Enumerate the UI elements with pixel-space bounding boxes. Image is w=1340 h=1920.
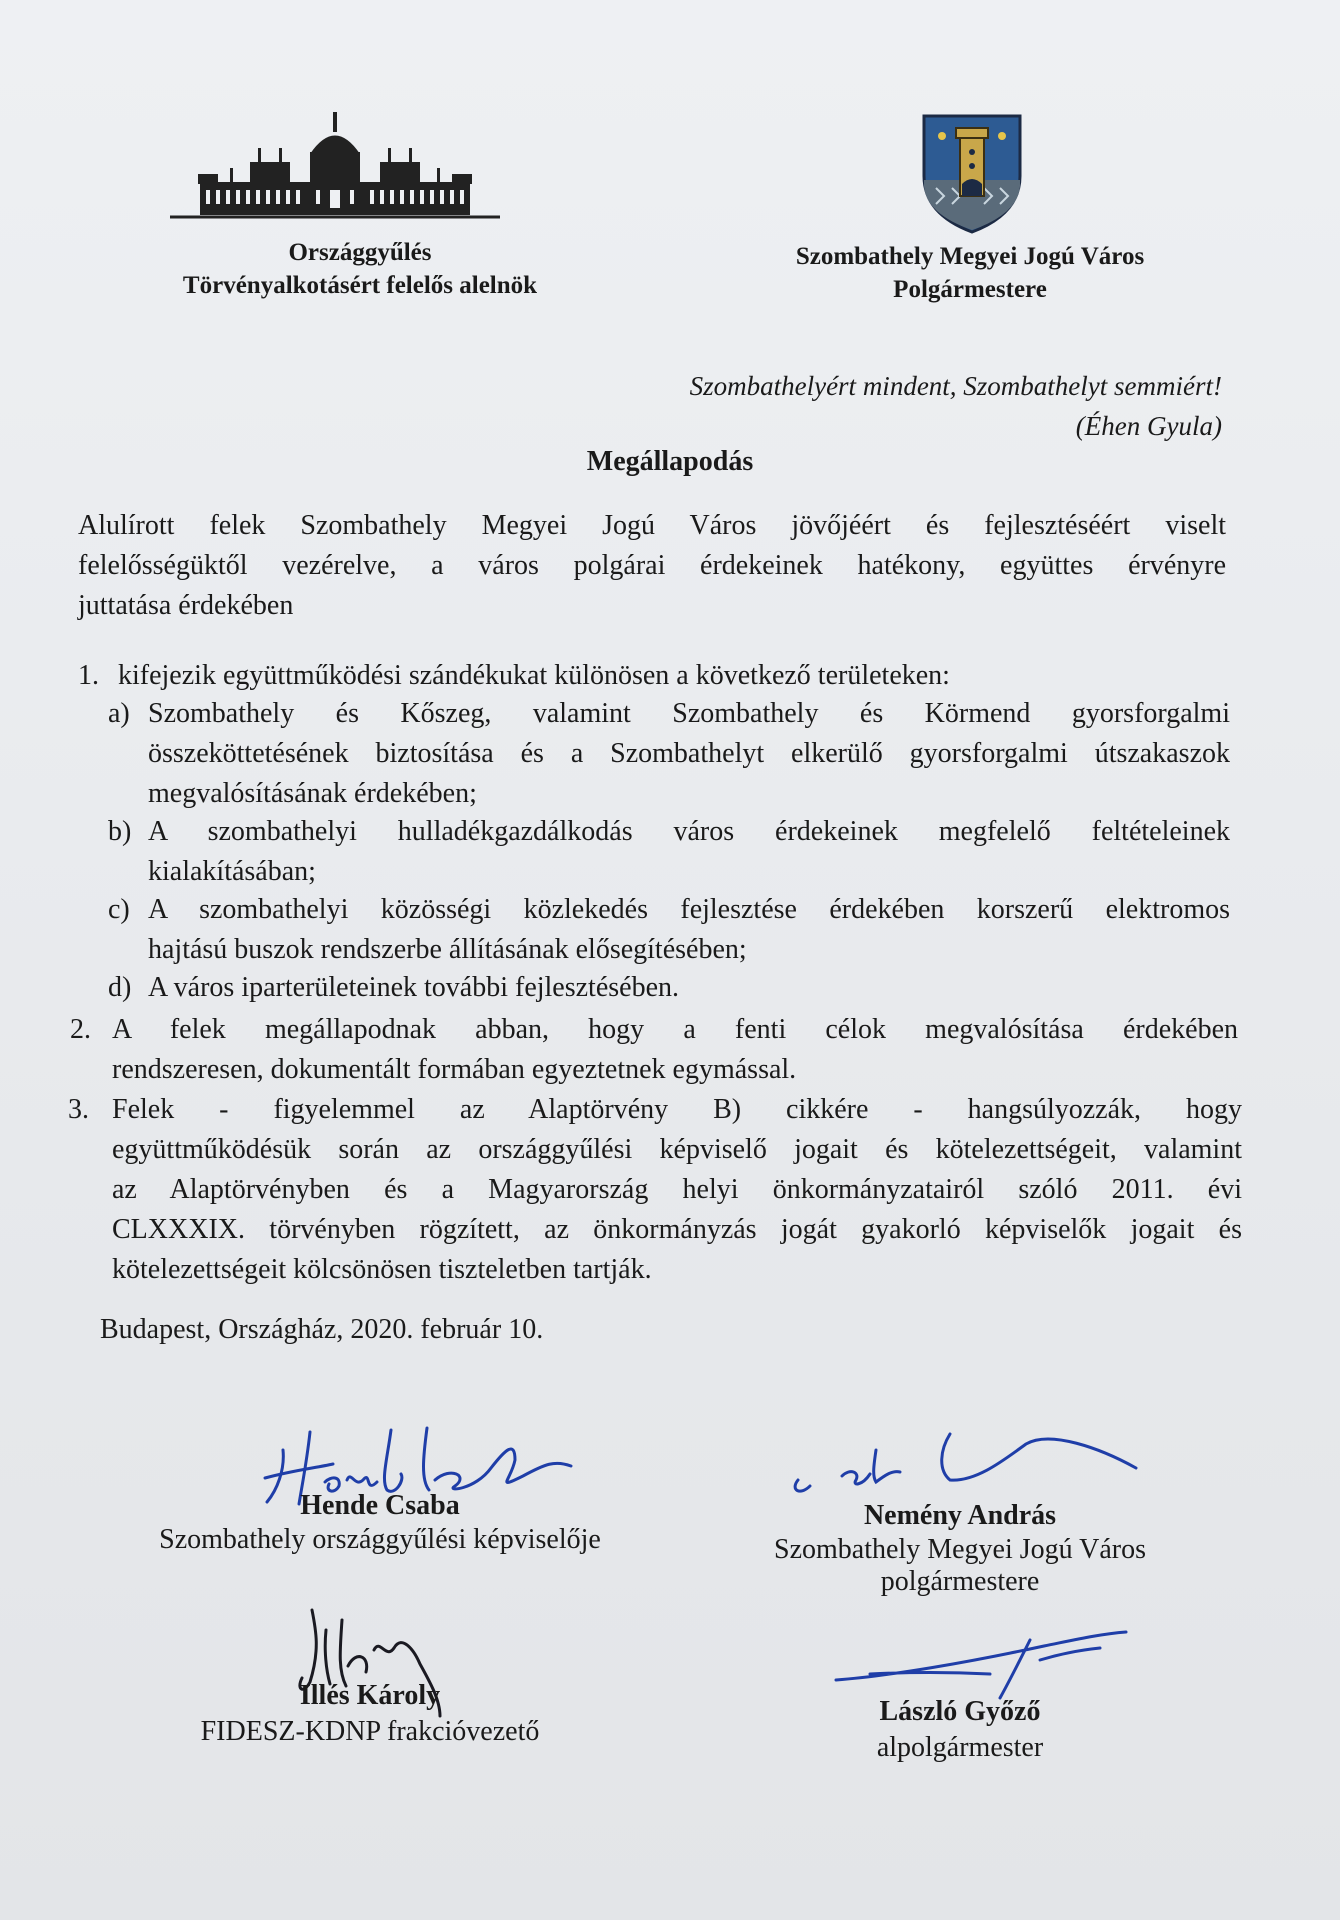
intro-line: felelősségüktől vezérelve, a város polgárai érdekeinek hatékony, együttes érvényre [78, 550, 1226, 581]
sub-item-d [108, 968, 1230, 1008]
list-item-line: kötelezettségeit kölcsönösen tiszteletben tartják. [112, 1254, 652, 1285]
signatory-name: Illés Károly [299, 1680, 441, 1711]
sub-item-label: a) [108, 698, 130, 729]
signatory-name: Nemény András [863, 1500, 1057, 1531]
sub-item-line: összeköttetésének biztosítása és a Szombathelyt elkerülő gyorsforgalmi útszakaszok [148, 738, 1230, 769]
list-number: 1. [78, 660, 99, 691]
signatory-name: László Győző [879, 1696, 1041, 1727]
place-date: Budapest, Országház, 2020. február 10. [100, 1314, 544, 1345]
list-number: 2. [70, 1014, 91, 1045]
list-item-line: A felek megállapodnak abban, hogy a fenti célok megvalósítása érdekében [112, 1014, 1238, 1045]
signatory-role: polgármestere [880, 1566, 1040, 1597]
sub-item-a [108, 694, 1230, 814]
signature-nemeny [780, 1420, 1150, 1510]
sub-item-line: Szombathely és Kőszeg, valamint Szombathely és Körmend gyorsforgalmi [148, 698, 1230, 729]
sub-item-b [108, 812, 1230, 892]
right-header-city: Szombathely Megyei Jogú Város [795, 243, 1145, 270]
list-number: 3. [68, 1094, 89, 1125]
list-item-line: CLXXXIX. törvényben rögzített, az önkormányzás jogát gyakorló képviselők jogait és [112, 1214, 1242, 1245]
parliament-building-icon [170, 112, 500, 222]
sub-item-label: b) [108, 816, 132, 847]
coat-of-arms-icon [922, 114, 1022, 234]
signatory-role: FIDESZ-KDNP frakcióvezető [200, 1716, 540, 1747]
signatory-role: alpolgármester [876, 1732, 1044, 1763]
motto-author: (Éhen Gyula) [1075, 411, 1222, 441]
sub-item-line: A város iparterületeinek további fejlesztésében. [148, 972, 680, 1003]
list-item-line: rendszeresen, dokumentált formában egyeztetnek egymással. [112, 1054, 797, 1085]
left-header-office: Törvényalkotásért felelős alelnök [182, 272, 538, 299]
list-item-line: az Alaptörvényben és a Magyarország helyi önkormányzatairól szóló 2011. évi [112, 1174, 1242, 1205]
intro-line: juttatása érdekében [78, 590, 294, 621]
sub-item-c [108, 890, 1230, 970]
sub-item-line: kialakításában; [148, 856, 316, 887]
list-item-1 [78, 656, 1228, 696]
right-header-office: Polgármestere [893, 276, 1047, 303]
signatory-role: Szombathely Megyei Jogú Város [774, 1534, 1146, 1565]
left-header-institution: Országgyűlés [288, 239, 432, 266]
list-item-2 [70, 1010, 1238, 1090]
sub-item-label: d) [108, 972, 132, 1003]
list-item-line: együttműködésük során az országgyűlési képviselő jogait és kötelezettségeit, valamint [112, 1134, 1242, 1165]
sub-item-label: c) [108, 894, 130, 925]
motto-quote: Szombathelyért mindent, Szombathelyt semmiért! [689, 371, 1222, 401]
list-item-3 [68, 1090, 1242, 1290]
signatory-name: Hende Csaba [300, 1490, 460, 1521]
sub-item-line: hajtású buszok rendszerbe állításának elősegítésében; [148, 934, 747, 965]
signatory-role: Szombathely országgyűlési képviselője [159, 1524, 601, 1555]
sub-item-line: megvalósításának érdekében; [148, 778, 477, 809]
intro-line: Alulírott felek Szombathely Megyei Jogú Város jövőjéért és fejlesztéséért viselt [78, 510, 1226, 541]
list-item-lead: kifejezik együttműködési szándékukat különösen a következő területeken: [118, 660, 950, 691]
list-item-line: Felek - figyelemmel az Alaptörvény B) cikkére - hangsúlyozzák, hogy [112, 1094, 1242, 1125]
sub-item-line: A szombathelyi hulladékgazdálkodás város érdekeinek megfelelő feltételeinek [148, 816, 1230, 847]
intro-paragraph [78, 506, 1226, 626]
document-title: Megállapodás [586, 446, 754, 477]
sub-item-line: A szombathelyi közösségi közlekedés fejlesztése érdekében korszerű elektromos [148, 894, 1230, 925]
